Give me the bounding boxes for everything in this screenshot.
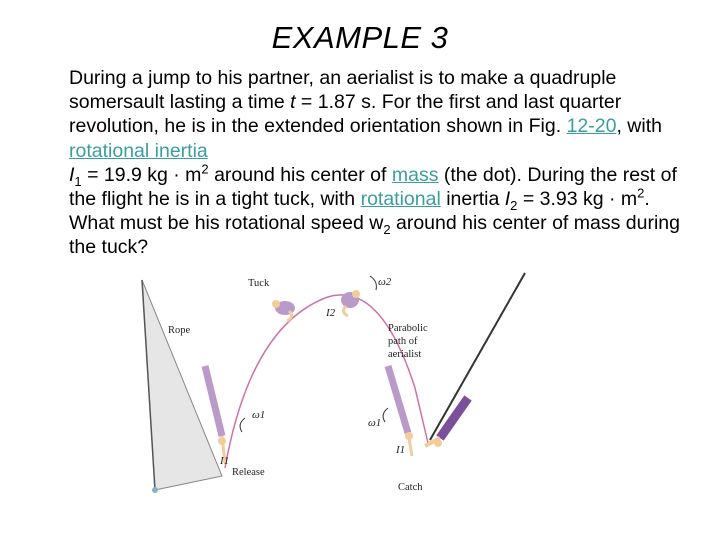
label-I1-left: I1 (220, 455, 230, 467)
inertia-variable: I (69, 163, 75, 186)
catcher-figure (425, 398, 468, 447)
parabolic-path (225, 295, 428, 468)
label-omega1-right: ω1 (368, 417, 382, 429)
squared-superscript: 2 (637, 185, 645, 201)
aerialist-figure (130, 268, 550, 498)
rotational-inertia-link[interactable]: rotational inertia (69, 139, 208, 162)
tuck-figure-left (272, 300, 295, 321)
text-part: = 19.9 kg · m (81, 163, 202, 186)
label-omega1-left: ω1 (252, 409, 266, 421)
tuck-figure-right (341, 290, 360, 316)
label-parabolic-3: aerialist (388, 349, 422, 360)
label-I1-right: I1 (396, 444, 406, 456)
label-tuck: Tuck (248, 278, 270, 289)
text-part: (the dot). During the rest of the flight he is in a tight tuck, with (69, 163, 677, 211)
time-variable: t (290, 91, 296, 114)
text-part: around his center of (208, 163, 392, 186)
text-part: = 1.87 s. For the first and last quarter revolution, he is in the extended orientation shown in Fig. (69, 91, 622, 138)
label-catch: Catch (398, 482, 423, 493)
slide-title: EXAMPLE 3 (271, 20, 449, 55)
mass-link[interactable]: mass (391, 163, 439, 186)
label-rope: Rope (168, 325, 191, 336)
inertia-variable: I (504, 188, 511, 211)
label-parabolic-1: Parabolic (388, 323, 428, 334)
problem-text (69, 66, 689, 260)
inertia-subscript: 1 (74, 173, 82, 189)
text-part: around his center of mass during the tuck? (69, 212, 680, 259)
omega1-arrow-left (240, 418, 245, 432)
label-release: Release (232, 467, 265, 478)
inertia-subscript: 2 (510, 197, 518, 213)
rotational-link[interactable]: rotational (360, 188, 441, 211)
label-omega2: ω2 (378, 276, 392, 288)
text-part: = 3.93 kg · m (517, 188, 638, 211)
text-part: , with (616, 115, 662, 138)
text-part: inertia (440, 188, 505, 211)
omega2-arrow (370, 276, 376, 290)
text-part: During a jump to his partner, an aerialist is to make a quadruple somersault lasting a time (69, 67, 617, 114)
omega1-arrow-right (383, 408, 388, 422)
figure-link[interactable]: 12-20 (566, 115, 617, 138)
text-part: . What must be his rotational speed w (69, 188, 650, 235)
label-I2: I2 (326, 307, 336, 319)
rope-anchor (152, 487, 158, 493)
squared-superscript: 2 (201, 161, 209, 177)
label-parabolic-2: path of (388, 336, 418, 347)
extended-figure-right (388, 366, 413, 456)
omega-subscript: 2 (383, 222, 391, 238)
trapeze-rope (430, 273, 525, 440)
